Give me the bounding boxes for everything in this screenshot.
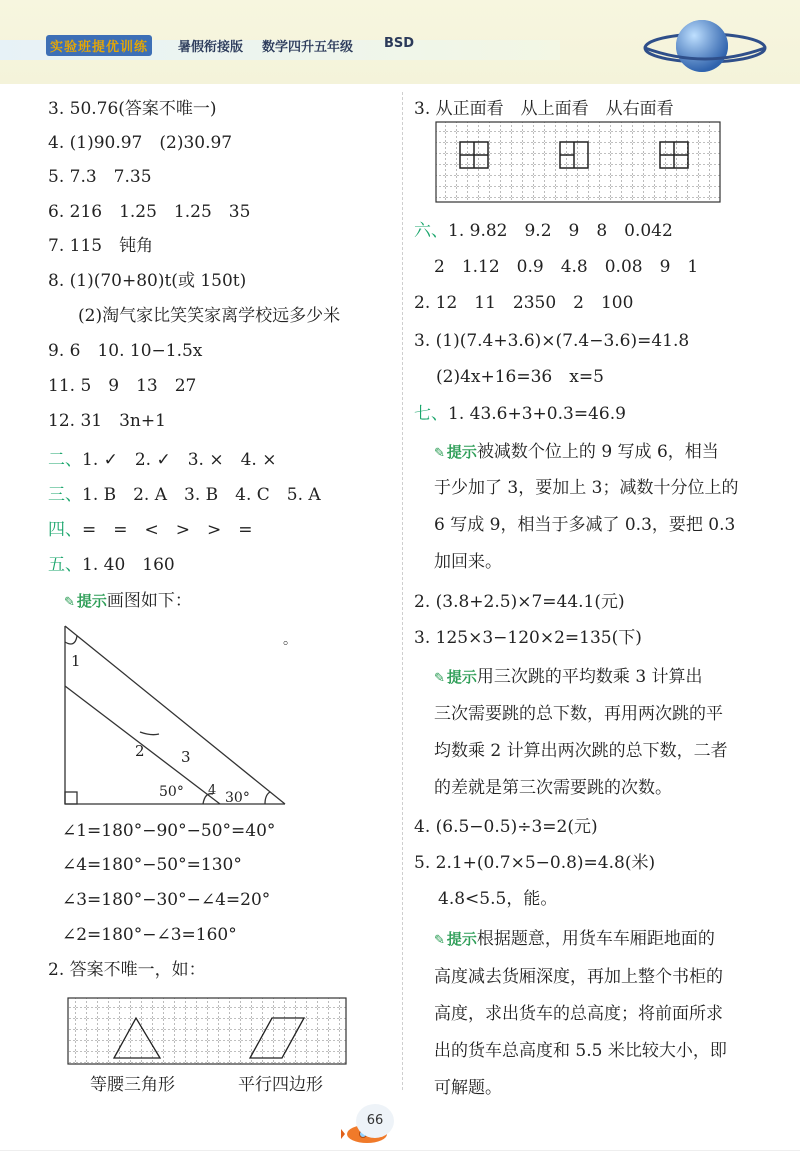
section-6 xyxy=(414,214,673,248)
answer-line: (2)4x+16=36 x=5 xyxy=(436,367,604,387)
shape-grid-figure xyxy=(64,996,350,1068)
tip-text: 可解题。 xyxy=(434,1078,502,1098)
fig-label-2: 2 xyxy=(135,742,145,760)
tip-icon: ✎ xyxy=(434,933,445,948)
section-2 xyxy=(48,443,276,477)
tip-text: 三次需要跳的总下数，再用两次跳的平 xyxy=(434,704,723,724)
tip-text: 均数乘 2 计算出两次跳的总下数，二者 xyxy=(434,741,728,761)
answer-line: 8. (1)(70+80)t(或 150t) xyxy=(48,271,247,291)
fig-label-4: 4 xyxy=(208,783,217,798)
equation-line: ∠3=180°−30°−∠4=20° xyxy=(62,890,271,910)
tip-label: 提示 xyxy=(446,443,477,461)
fig-angle-30: 30° xyxy=(225,790,250,806)
section-answers: = = < > > = xyxy=(82,520,253,540)
fig-angle-50: 50° xyxy=(159,784,184,800)
tip-line xyxy=(434,435,719,471)
section-label: 三、 xyxy=(48,485,82,505)
section-4 xyxy=(48,513,252,547)
answer-line: 2. (3.8+2.5)×7=44.1(元) xyxy=(414,592,625,612)
answer-line: 7. 115 钝角 xyxy=(48,236,154,256)
answer-line: (2)淘气家比笑笑家离学校远多少米 xyxy=(78,306,341,326)
answer-line: 3. 125×3−120×2=135(下) xyxy=(414,628,642,648)
tip-icon: ✎ xyxy=(434,446,445,461)
section-answers: 1. ✓ 2. ✓ 3. × 4. × xyxy=(82,450,277,470)
tip-line xyxy=(434,922,715,958)
tip-text: 出的货车总高度和 5.5 米比较大小，即 xyxy=(434,1041,727,1061)
tip-icon: ✎ xyxy=(64,595,75,610)
caption-isosceles: 等腰三角形 xyxy=(90,1075,175,1095)
answer-line: 5. 2.1+(0.7×5−0.8)=4.8(米) xyxy=(414,853,656,873)
tip-label: 提示 xyxy=(446,930,477,948)
equation-line: ∠1=180°−90°−50°=40° xyxy=(62,821,276,841)
tip-text: 画图如下： xyxy=(106,591,192,611)
tip-text: 根据题意，用货车车厢距地面的 xyxy=(476,929,715,949)
tip-text: 6 写成 9，相当于多减了 0.3，要把 0.3 xyxy=(434,515,736,535)
tip-icon: ✎ xyxy=(434,671,445,686)
answer-line: 3. 50.76(答案不唯一) xyxy=(48,99,217,119)
answer-line: 12. 31 3n+1 xyxy=(48,411,166,431)
tip-label: 提示 xyxy=(446,668,477,686)
answer-line: 6. 216 1.25 1.25 35 xyxy=(48,202,251,222)
tip-line xyxy=(64,584,192,620)
subject-label: 数学四升五年级 xyxy=(262,40,354,55)
section-answers: 1. 40 160 xyxy=(82,555,175,575)
section-5 xyxy=(48,548,175,582)
tip-label: 提示 xyxy=(76,592,107,610)
answer-line: 2. 答案不唯一，如： xyxy=(48,960,206,980)
answer-line: 3. 从正面看 从上面看 从右面看 xyxy=(414,99,674,119)
answer-line: 3. (1)(7.4+3.6)×(7.4−3.6)=41.8 xyxy=(414,331,690,351)
fig-label-1: 1 xyxy=(71,652,81,670)
answer-line: 2. 12 11 2350 2 100 xyxy=(414,293,634,313)
fig-label-3: 3 xyxy=(181,748,191,766)
section-7 xyxy=(414,397,626,431)
answer-line: 4. (6.5−0.5)÷3=2(元) xyxy=(414,817,598,837)
views-grid-figure xyxy=(434,120,722,204)
tip-text: 高度，求出货车的总高度；将前面所求 xyxy=(434,1004,723,1024)
answer-line: 5. 7.3 7.35 xyxy=(48,167,152,187)
section-label: 七、 xyxy=(414,404,448,424)
section-label: 四、 xyxy=(48,520,82,540)
tip-text: 加回来。 xyxy=(434,552,502,572)
tip-text: 高度减去货厢深度，再加上整个书柜的 xyxy=(434,967,723,987)
tip-line xyxy=(434,660,703,696)
equation-line: ∠2=180°−∠3=160° xyxy=(62,925,237,945)
tip-text: 的差就是第三次需要跳的次数。 xyxy=(434,778,672,798)
section-label: 六、 xyxy=(414,221,448,241)
equation-line: ∠4=180°−50°=130° xyxy=(62,855,242,875)
triangle-figure xyxy=(55,620,305,810)
caption-parallelogram: 平行四边形 xyxy=(238,1075,323,1095)
section-3 xyxy=(48,478,321,512)
answer-line: 11. 5 9 13 27 xyxy=(48,376,197,396)
tip-text: 于少加了 3，要加上 3；减数十分位上的 xyxy=(434,478,739,498)
answer-line: 9. 6 10. 10−1.5x xyxy=(48,341,203,361)
tip-text: 被减数个位上的 9 写成 6，相当 xyxy=(476,442,719,462)
page-number: 66 xyxy=(356,1104,394,1138)
section-label: 二、 xyxy=(48,450,82,470)
fig-dot: 。 xyxy=(283,632,297,648)
tip-text: 用三次跳的平均数乘 3 计算出 xyxy=(476,667,703,687)
code-label: BSD xyxy=(384,36,415,51)
section-answers: 1. 9.82 9.2 9 8 0.042 xyxy=(448,221,673,241)
column-divider xyxy=(402,92,403,1090)
section-label: 五、 xyxy=(48,555,82,575)
section-answers: 1. B 2. A 3. B 4. C 5. A xyxy=(82,485,321,505)
answer-line: 4. (1)90.97 (2)30.97 xyxy=(48,133,233,153)
header-banner xyxy=(0,0,800,84)
bottom-line xyxy=(0,1150,800,1151)
answer-line: 2 1.12 0.9 4.8 0.08 9 1 xyxy=(434,257,699,277)
planet-illustration xyxy=(640,8,770,84)
edition-label: 暑假衔接版 xyxy=(178,40,244,55)
section-answers: 1. 43.6+3+0.3=46.9 xyxy=(448,404,626,424)
answer-line: 4.8<5.5，能。 xyxy=(438,889,558,909)
brand-title: 实验班提优训练 xyxy=(46,35,152,56)
